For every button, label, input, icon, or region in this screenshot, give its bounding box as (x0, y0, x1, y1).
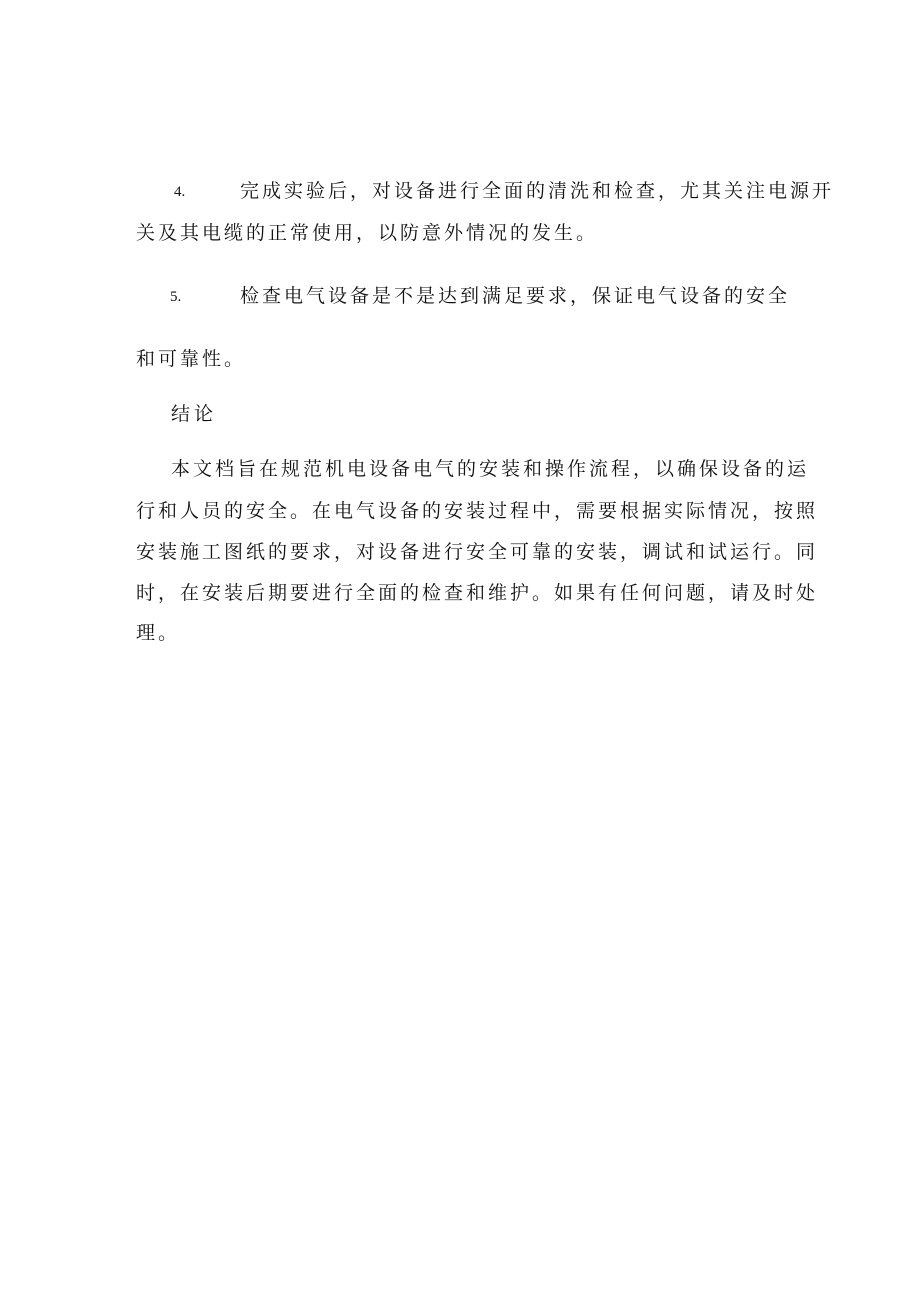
list-item-number: 4. (174, 184, 186, 200)
paragraph-line: 安装施工图纸的要求，对设备进行安全可靠的安装，调试和试运行。同 (136, 541, 819, 563)
list-item-text-line: 和可靠性。 (136, 348, 247, 370)
section-heading: 结论 (171, 403, 218, 425)
list-item-number: 5. (170, 289, 182, 305)
list-item-text-line: 检查电气设备是不是达到满足要求，保证电气设备的安全 (240, 285, 791, 307)
paragraph-line: 时，在安装后期要进行全面的检查和维护。如果有任何问题，请及时处 (136, 582, 819, 604)
list-item-text-line: 完成实验后，对设备进行全面的清洗和检查，尤其关注电源开 (240, 180, 835, 202)
paragraph-line: 本文档旨在规范机电设备电气的安装和操作流程，以确保设备的运 (171, 458, 810, 480)
list-item-text-line: 关及其电缆的正常使用，以防意外情况的发生。 (136, 222, 599, 244)
paragraph-line: 理。 (136, 622, 181, 644)
paragraph-line: 行和人员的安全。在电气设备的安装过程中，需要根据实际情况，按照 (136, 500, 819, 522)
